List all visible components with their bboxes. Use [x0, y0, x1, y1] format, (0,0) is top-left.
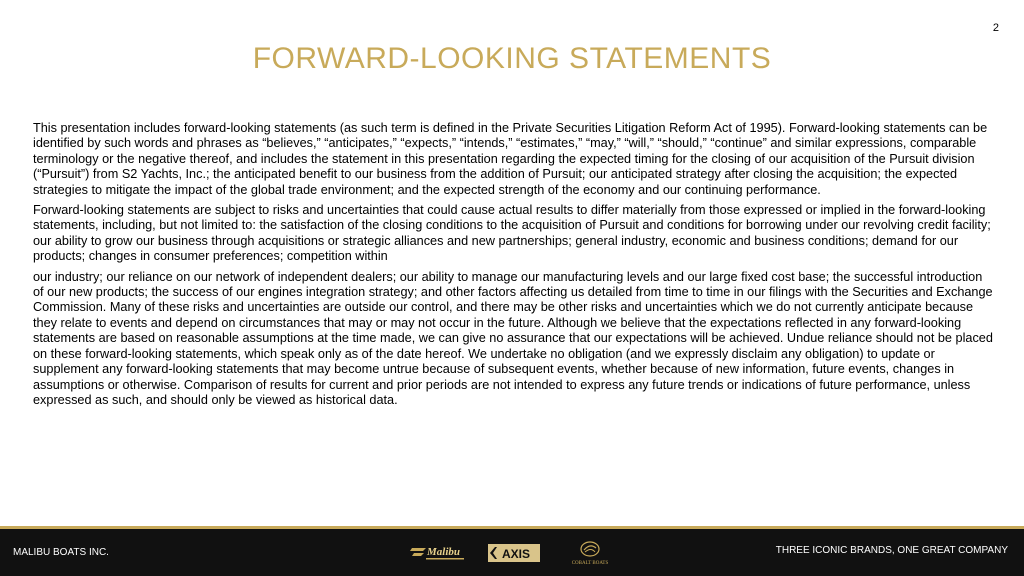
cobalt-logo — [562, 539, 618, 567]
footer-tagline: THREE ICONIC BRANDS, ONE GREAT COMPANY — [775, 545, 1008, 556]
page-number: 2 — [992, 22, 999, 34]
malibu-logo — [408, 541, 468, 565]
malibu-logo-text: Malibu — [427, 546, 461, 558]
footer-bar — [0, 529, 1024, 576]
slide-title: FORWARD-LOOKING STATEMENTS — [252, 42, 772, 75]
slide-body — [33, 121, 995, 413]
axis-logo — [487, 541, 541, 565]
paragraph-continued: our industry; our reliance on our network of independent dealers; our ability to manage our manufacturing levels and our large fixed cost base; the successful introduction of our new products; the success of our engines integration strategy; and other factors affecting us detailed from time to time in our filings with the Securities and Exchange Commission. Many of these risks and uncertainties are outside our control, and there may be other risks and uncertainties which we do not currently anticipate because they relate to events and depend on circumstances that may or may not occur in the future. Although we believe that the expectations reflected in any forward-looking statements are based on reasonable assumptions at the time made, we can give no assurance that our expectations will be achieved. Undue reliance should not be placed on these forward-looking statements, which speak only as of the date hereof. We undertake no obligation (and we expressly disclaim any obligation) to update or supplement any forward-looking statements that may become untrue because of subsequent events, whether because of new information, future events, changes in assumptions or otherwise. Comparison of results for current and prior periods are not intended to express any future trends or indications of future performance, unless expressed as such, and should only be viewed as historical data. — [33, 269, 993, 407]
company-name: MALIBU BOATS INC. — [13, 547, 109, 558]
paragraph-risks: Forward-looking statements are subject to risks and uncertainties that could cause actual results to differ materially from those expressed or implied in the forward-looking statements, including, but not limited to: the satisfaction of the closing conditions to the acquisition of Pursuit and conditions for borrowing under our revolving credit facility; our ability to grow our business through acquisitions or strategic alliances and new partnerships; general industry, economic and business conditions; demand for our products; changes in consumer preferences; competition within — [33, 203, 991, 264]
cobalt-logo-text: COBALT BOATS — [571, 561, 609, 566]
paragraph-intro: This presentation includes forward-looking statements (as such term is defined in the Private Securities Litigation Reform Act of 1995). Forward-looking statements can be identified by such words and phrases as “believes,” “anticipates,” “expects,” “intends,” “estimates,” “may,” “will,” “should,” “continue” and similar expressions, comparable terminology or the negative thereof, and includes the statement in this presentation regarding the expected timing for the closing of our acquisition of the Pursuit division (“Pursuit”) from S2 Yachts, Inc.; the anticipated benefit to our business from the addition of Pursuit; our anticipated strategy after closing the acquisition; the expected strategies to mitigate the impact of the global trade environment; and the expected strength of the economy and our continuing performance. — [33, 121, 988, 197]
axis-logo-text: AXIS — [501, 547, 531, 561]
